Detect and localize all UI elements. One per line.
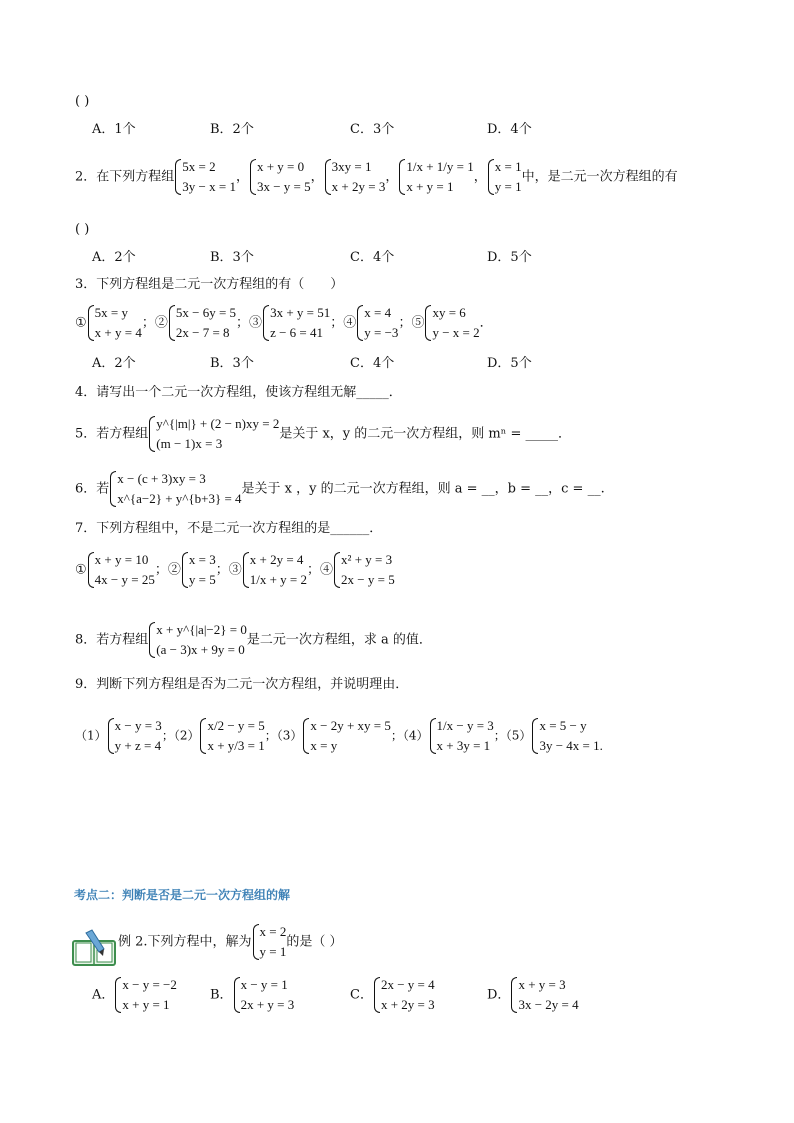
q2-option-b: B．3个 [210, 250, 254, 265]
q3-option-c: C．4个 [350, 356, 395, 371]
example-2-line: 例 2.下列方程中，解为 x = 2 y = 1 的是（ ） [118, 922, 343, 962]
q2-prefix: 2．在下列方程组 [75, 169, 175, 185]
q8-line: 8．若方程组 x + y^{|a|−2} = 0 (a − 3)x + 9y = 0 是二元一次方程组，求 a 的值． [75, 620, 432, 660]
q9-system-5: x = 5 − y 3y − 4x = 1. [531, 716, 602, 756]
q9-system-3: x − 2y + xy = 5 x = y [302, 716, 391, 756]
section-heading: 考点二：判断是否是二元一次方程组的解 [74, 888, 291, 902]
q6-system: x − (c + 3)xy = 3 x^{a−2} + y^{b+3} = 4 [109, 469, 241, 509]
q7-system-1: x + y = 10 4x − y = 25 [87, 550, 155, 590]
q2-line: 2．在下列方程组 5x = 2 3y − x = 1 ， x + y = 0 3x − y = 5 ， 3xy = 1 x + 2y = 3 ， 1/x + 1/y = 1 x + y = 1 ， x = 1 y = 1 中，是二元一次方程组的有 [75, 157, 678, 197]
q3-option-a: A．2个 [92, 356, 136, 371]
q9-stem: 9．判断下列方程组是否为二元一次方程组，并说明理由． [75, 677, 409, 692]
q2-suffix: 中，是二元一次方程组的有 [521, 169, 678, 185]
q9-system-1: x − y = 3 y + z = 4 [107, 716, 162, 756]
q7-system-4: x² + y = 3 2x − y = 5 [333, 550, 395, 590]
example-2-option-d: D． x + y = 3 3x − 2y = 4 [487, 975, 579, 1015]
q3-stem: 3．下列方程组是二元一次方程组的有（ ） [75, 277, 344, 292]
q3-system-3: 3x + y = 51 z − 6 = 41 [262, 303, 330, 343]
q3-system-5: xy = 6 y − x = 2 [424, 303, 479, 343]
q4-stem: 4．请写出一个二元一次方程组，使该方程组无解_____． [75, 385, 402, 400]
q9-systems-line: （1） x − y = 3 y + z = 4 ；（2） x/2 − y = 5 x + y/3 = 1 ；（3） x − 2y + xy = 5 x = y ；（4） 1/x − y = 3 x + 3y = 1 ；（5） x = 5 − y 3y − 4x = 1. [75, 716, 603, 756]
q1-option-c: C．3个 [350, 122, 395, 137]
q2-system-1: 5x = 2 3y − x = 1 [174, 157, 236, 197]
q7-system-2: x = 3 y = 5 [181, 550, 216, 590]
q1-option-b: B．2个 [210, 122, 254, 137]
q3-systems-line: ① 5x = y x + y = 4 ；② 5x − 6y = 5 2x − 7 = 8 ；③ 3x + y = 51 z − 6 = 41 ；④ x = 4 y = −3 ；⑤ xy = 6 y − x = 2 ． [75, 303, 493, 343]
example-2-option-b: B． x − y = 1 2x + y = 3 [210, 975, 294, 1015]
q1-answer-paren: ( ) [75, 94, 90, 109]
q2-system-2: x + y = 0 3x − y = 5 [249, 157, 311, 197]
q2-system-4: 1/x + 1/y = 1 x + y = 1 [398, 157, 473, 197]
q3-system-1: 5x = y x + y = 4 [87, 303, 142, 343]
q2-option-d: D．5个 [487, 250, 532, 265]
q2-system-5: x = 1 y = 1 [487, 157, 522, 197]
example-2-solution: x = 2 y = 1 [252, 922, 287, 962]
q1-option-a: A．1个 [92, 122, 136, 137]
book-pencil-icon [72, 929, 116, 967]
q1-option-d: D．4个 [487, 122, 532, 137]
example-2-option-a: A． x − y = −2 x + y = 1 [92, 975, 177, 1015]
q7-systems-line: ① x + y = 10 4x − y = 25 ；② x = 3 y = 5 ；③ x + 2y = 4 1/x + y = 2 ；④ x² + y = 3 2x − y = 5 [75, 550, 395, 590]
q3-system-4: x = 4 y = −3 [356, 303, 398, 343]
q5-line: 5．若方程组 y^{|m|} + (2 − n)xy = 2 (m − 1)x = 3 是关于 x，y 的二元一次方程组，则 mⁿ = _____． [75, 414, 571, 454]
q5-system: y^{|m|} + (2 − n)xy = 2 (m − 1)x = 3 [148, 414, 279, 454]
q9-system-4: 1/x − y = 3 x + 3y = 1 [429, 716, 494, 756]
q3-system-2: 5x − 6y = 5 2x − 7 = 8 [168, 303, 236, 343]
q7-stem: 7．下列方程组中，不是二元一次方程组的是______． [75, 521, 383, 536]
q2-system-3: 3xy = 1 x + 2y = 3 [324, 157, 386, 197]
q7-system-3: x + 2y = 4 1/x + y = 2 [242, 550, 307, 590]
q3-option-d: D．5个 [487, 356, 532, 371]
q2-answer-paren: ( ) [75, 222, 90, 237]
q2-option-c: C．4个 [350, 250, 395, 265]
q6-line: 6．若 x − (c + 3)xy = 3 x^{a−2} + y^{b+3} = 4 是关于 x ，y 的二元一次方程组，则 a = __，b = __，c = __. [75, 469, 605, 509]
q9-system-2: x/2 − y = 5 x + y/3 = 1 [199, 716, 264, 756]
example-2-option-c: C． 2x − y = 4 x + 2y = 3 [350, 975, 435, 1015]
q8-system: x + y^{|a|−2} = 0 (a − 3)x + 9y = 0 [148, 620, 247, 660]
q3-option-b: B．3个 [210, 356, 254, 371]
q2-option-a: A．2个 [92, 250, 136, 265]
